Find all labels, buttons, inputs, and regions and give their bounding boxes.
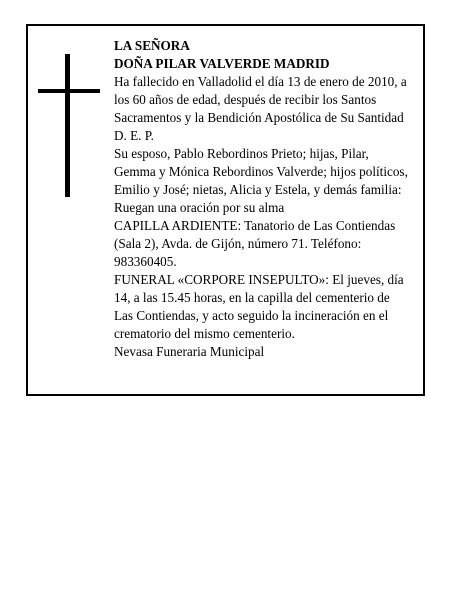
deceased-name: DOÑA PILAR VALVERDE MADRID xyxy=(114,56,330,71)
notice-line: Gemma y Mónica Rebordinos Valverde; hijos políticos, xyxy=(114,164,408,179)
notice-line: CAPILLA ARDIENTE: Tanatorio de Las Contiendas xyxy=(114,218,396,233)
notice-line: Nevasa Funeraria Municipal xyxy=(114,344,265,359)
notice-line: FUNERAL «CORPORE INSEPULTO»: El jueves, día xyxy=(114,272,404,287)
cross-vertical-bar xyxy=(65,54,70,197)
notice-line: Emilio y José; nietas, Alicia y Estela, y demás familia: xyxy=(114,182,402,197)
notice-text xyxy=(114,37,423,361)
notice-line: los 60 años de edad, después de recibir los Santos xyxy=(114,92,377,107)
notice-line: Su esposo, Pablo Rebordinos Prieto; hijas, Pilar, xyxy=(114,146,369,161)
notice-line: Ruegan una oración por su alma xyxy=(114,200,285,215)
notice-line: Ha fallecido en Valladolid el día 13 de enero de 2010, a xyxy=(114,74,407,89)
notice-line: 983360405. xyxy=(114,254,177,269)
notice-heading: LA SEÑORA xyxy=(114,38,190,53)
notice-line: (Sala 2), Avda. de Gijón, número 71. Teléfono: xyxy=(114,236,362,251)
cross-horizontal-bar xyxy=(38,89,100,93)
notice-line: Las Contiendas, y acto seguido la incineración en el xyxy=(114,308,389,323)
notice-line: 14, a las 15.45 horas, en la capilla del cementerio de xyxy=(114,290,390,305)
cross-icon xyxy=(38,54,100,197)
notice-line: Sacramentos y la Bendición Apostólica de Su Santidad xyxy=(114,110,404,125)
notice-line: crematorio del mismo cementerio. xyxy=(114,326,295,341)
notice-line: D. E. P. xyxy=(114,128,154,143)
